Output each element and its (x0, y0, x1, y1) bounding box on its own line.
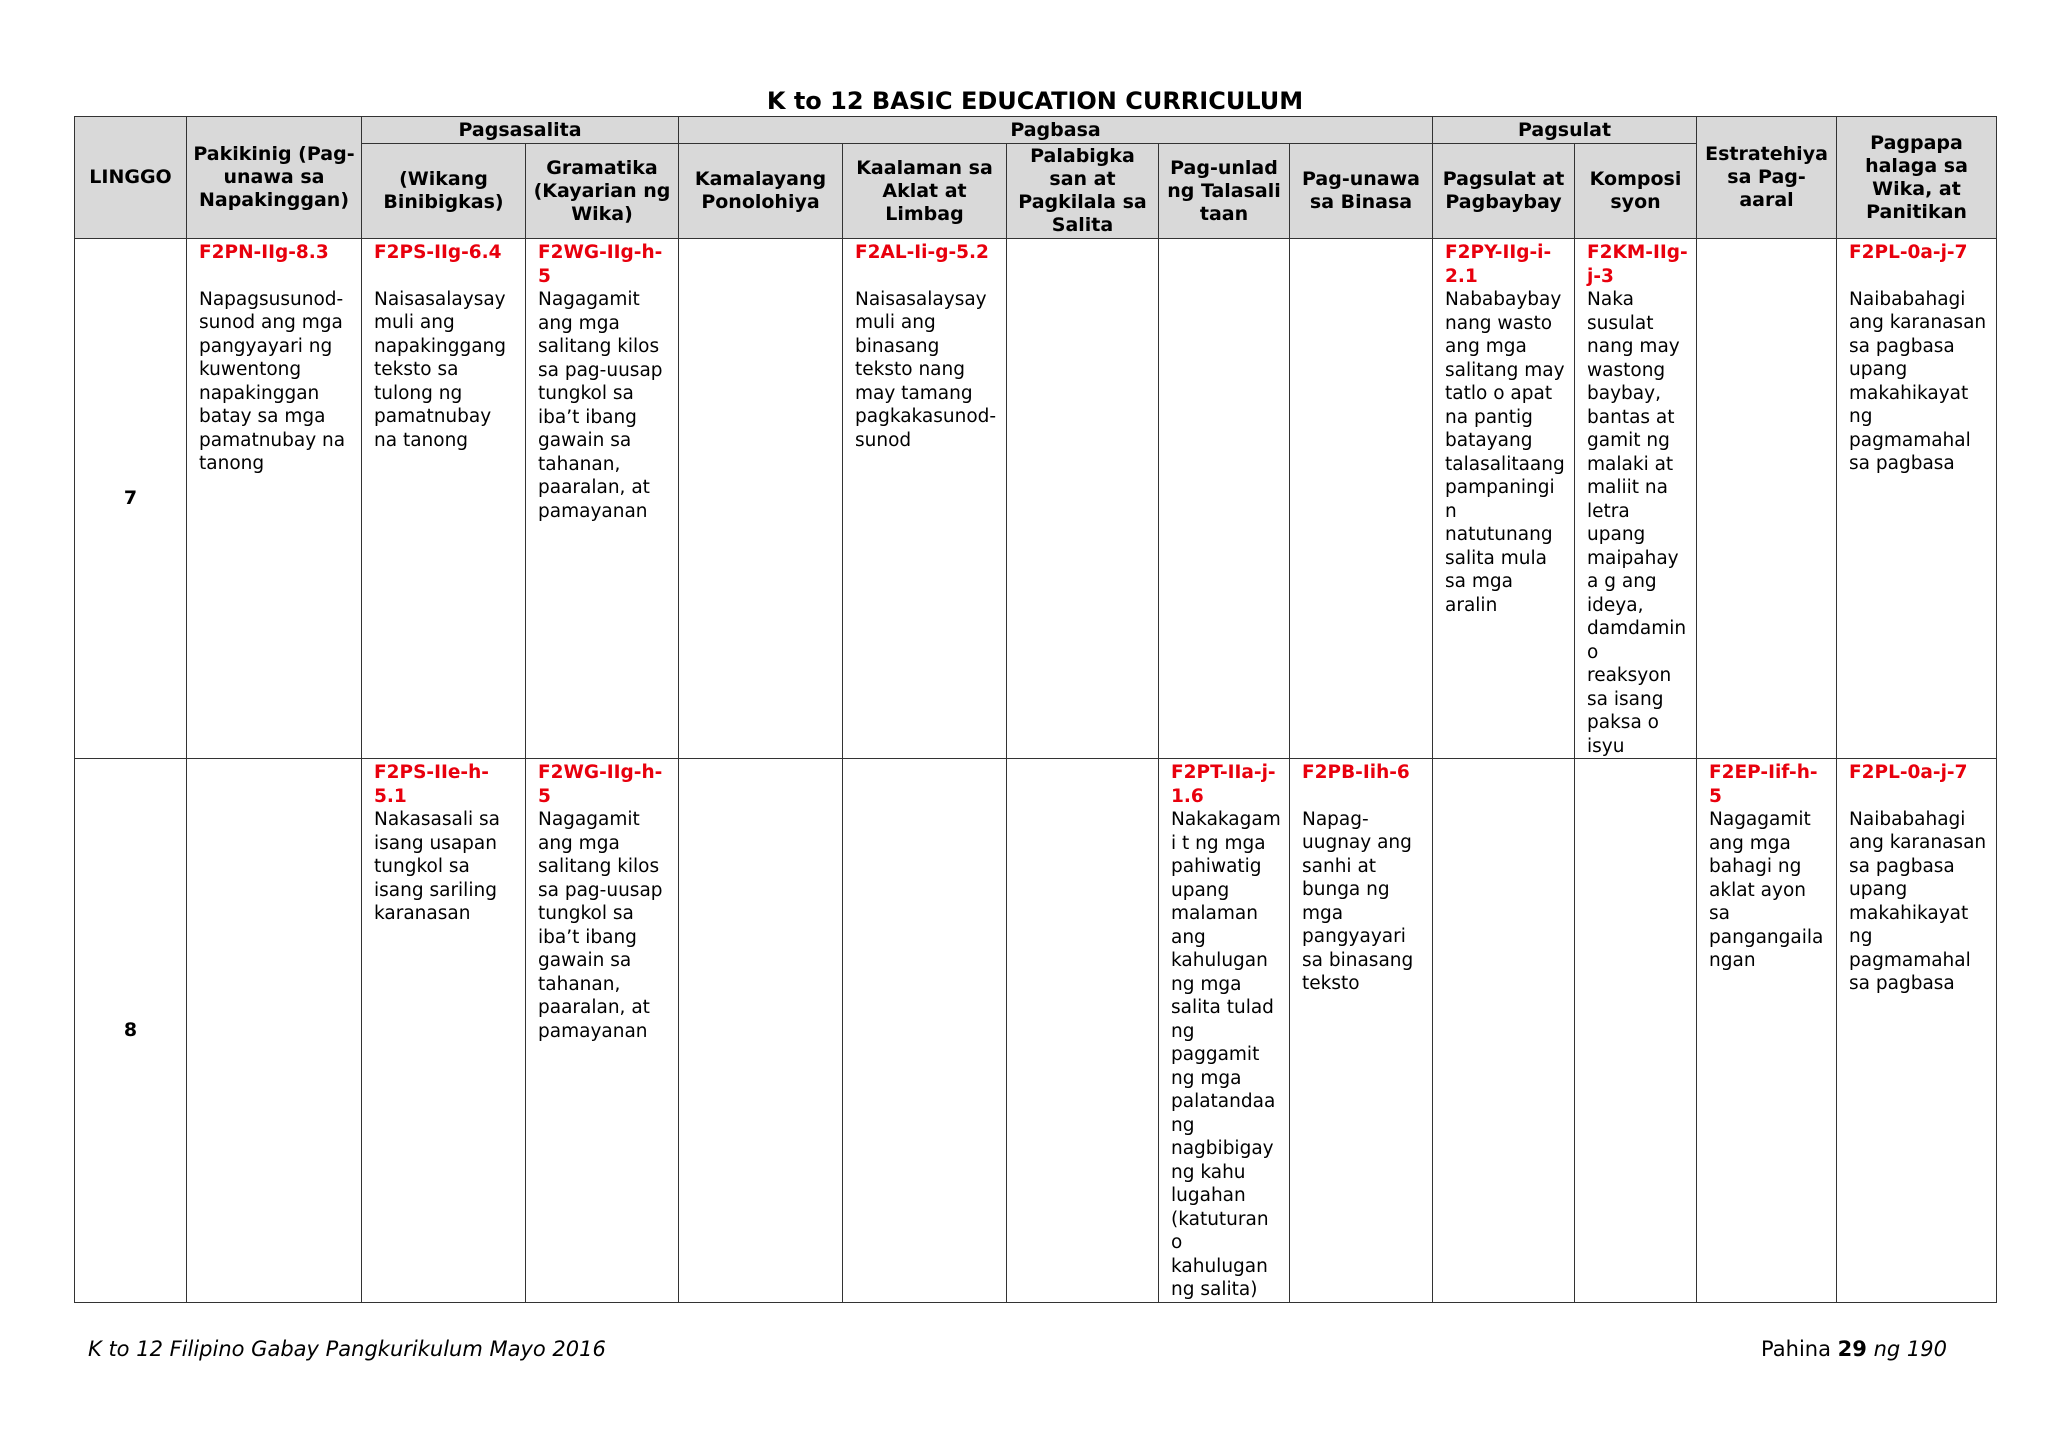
header-palabigkasan: Palabigka san at Pagkilala sa Salita (1007, 144, 1159, 239)
palabigkasan-cell (1007, 759, 1159, 1303)
wikang-binibigkas-cell (362, 759, 526, 1303)
gramatika-cell (526, 759, 679, 1303)
wikang-binibigkas-cell (362, 239, 526, 759)
header-wikang-binibigkas: (Wikang Binibigkas) (362, 144, 526, 239)
footer-document-name: K to 12 Filipino Gabay Pangkurikulum Mayo 2016 (88, 1337, 606, 1361)
competency-code: F2PS-IIg-6.4 (374, 242, 502, 263)
estratehiya-cell (1697, 239, 1837, 759)
curriculum-table (74, 116, 1997, 1303)
competency-code: F2EP-Iif-h-5 (1709, 762, 1818, 807)
competency-code: F2PT-IIa-j-1.6 (1171, 762, 1276, 807)
competency-code: F2PB-Iih-6 (1302, 762, 1410, 783)
competency-text: Naisasalaysay muli ang binasang teksto nang may tamang pagkakasunod-sunod (855, 288, 997, 451)
competency-text: Nakasasali sa isang usapan tungkol sa isang sariling karanasan (374, 809, 500, 924)
header-pagbasa: Pagbasa (679, 117, 1433, 144)
header-kamalayang-ponolohiya: Kamalayang Ponolohiya (679, 144, 843, 239)
week-cell: 7 (75, 239, 187, 759)
competency-text: Nababaybay nang wasto ang mga salitang may tatlo o apat na pantig batayang talasalitaang pampaningin natutunang salita mula sa mga aralin (1445, 289, 1565, 616)
pag-unawa-cell (1290, 239, 1433, 759)
of-word: ng (1873, 1337, 1901, 1361)
table-row (75, 239, 1997, 759)
header-gramatika: Gramatika (Kayarian ng Wika) (526, 144, 679, 239)
pagpapahalaga-cell (1837, 759, 1997, 1303)
header-komposisyon: Komposi syon (1575, 144, 1697, 239)
kaalaman-cell (843, 239, 1007, 759)
header-linggo: LINGGO (75, 117, 187, 239)
competency-code: F2PS-IIe-h-5.1 (374, 762, 489, 807)
pagsulat-baybay-cell (1433, 239, 1575, 759)
competency-text: Naibabahagi ang karanasan sa pagbasa upang makahikayat ng pagmamahal sa pagbasa (1849, 288, 1987, 474)
pakikinig-cell (187, 239, 362, 759)
header-pagsulat-baybay: Pagsulat at Pagbaybay (1433, 144, 1575, 239)
gramatika-cell (526, 239, 679, 759)
competency-code: F2WG-IIg-h-5 (538, 762, 663, 807)
pag-unlad-cell (1159, 239, 1290, 759)
competency-code: F2PN-IIg-8.3 (199, 242, 329, 263)
palabigkasan-cell (1007, 239, 1159, 759)
pagpapahalaga-cell (1837, 239, 1997, 759)
pag-unlad-cell (1159, 759, 1290, 1303)
kamalayang-ponolohiya-cell (679, 239, 843, 759)
header-pag-unlad: Pag-unlad ng Talasali taan (1159, 144, 1290, 239)
competency-text: Nagagamit ang mga salitang kilos sa pag-uusap tungkol sa iba’t ibang gawain sa tahanan, paaralan, at pamayanan (538, 289, 663, 522)
komposisyon-cell (1575, 759, 1697, 1303)
competency-code: F2KM-IIg-j-3 (1587, 242, 1688, 287)
competency-code: F2WG-IIg-h-5 (538, 242, 663, 287)
competency-text: Napagsusunod-sunod ang mga pangyayari ng kuwentong napakinggan batay sa mga pamatnubay na tanong (199, 288, 346, 474)
competency-code: F2PL-0a-j-7 (1849, 242, 1968, 263)
header-pakikinig: Pakikinig (Pag-unawa sa Napakinggan) (187, 117, 362, 239)
table-row (75, 759, 1997, 1303)
competency-text: Nagagamit ang mga salitang kilos sa pag-uusap tungkol sa iba’t ibang gawain sa tahanan, paaralan, at pamayanan (538, 809, 663, 1042)
week-cell: 8 (75, 759, 187, 1303)
header-pagsulat: Pagsulat (1433, 117, 1697, 144)
competency-text: Naisasalaysay muli ang napakinggang teksto sa tulong ng pamatnubay na tanong (374, 288, 507, 451)
total-pages: 190 (1906, 1337, 1947, 1361)
header-kaalaman: Kaalaman sa Aklat at Limbag (843, 144, 1007, 239)
page-word: Pahina (1761, 1337, 1831, 1361)
kaalaman-cell (843, 759, 1007, 1303)
document-title: K to 12 BASIC EDUCATION CURRICULUM (766, 87, 1304, 115)
pagsulat-baybay-cell (1433, 759, 1575, 1303)
competency-text: Naibabahagi ang karanasan sa pagbasa upang makahikayat ng pagmamahal sa pagbasa (1849, 808, 1987, 994)
estratehiya-cell (1697, 759, 1837, 1303)
header-estratehiya: Estratehiya sa Pag-aaral (1697, 117, 1837, 239)
komposisyon-cell (1575, 239, 1697, 759)
competency-code: F2PY-IIg-i-2.1 (1445, 242, 1552, 287)
pag-unawa-cell (1290, 759, 1433, 1303)
kamalayang-ponolohiya-cell (679, 759, 843, 1303)
header-pag-unawa: Pag-unawa sa Binasa (1290, 144, 1433, 239)
competency-code: F2PL-0a-j-7 (1849, 762, 1968, 783)
current-page: 29 (1837, 1337, 1867, 1361)
competency-text: Napag-uugnay ang sanhi at bunga ng mga pangyayari sa binasang teksto (1302, 808, 1414, 994)
competency-text: Naka susulat nang may wastong baybay, bantas at gamit ng malaki at maliit na letra upang maipahaya g ang ideya, damdamin o reaksyon sa isang paksa o isyu (1587, 289, 1687, 757)
footer-page-number (1761, 1336, 1947, 1362)
header-pagpapahalaga: Pagpapa halaga sa Wika, at Panitikan (1837, 117, 1997, 239)
competency-text: Nakakagami t ng mga pahiwatig upang malaman ang kahulugan ng mga salita tulad ng paggamit ng mga palatandaa ng nagbibigay ng kahu lugahan (katuturan o kahulugan ng salita) (1171, 809, 1281, 1300)
header-pagsasalita: Pagsasalita (362, 117, 679, 144)
pakikinig-cell (187, 759, 362, 1303)
competency-code: F2AL-Ii-g-5.2 (855, 242, 989, 263)
competency-text: Nagagamit ang mga bahagi ng aklat ayon sa pangangaila ngan (1709, 809, 1824, 971)
